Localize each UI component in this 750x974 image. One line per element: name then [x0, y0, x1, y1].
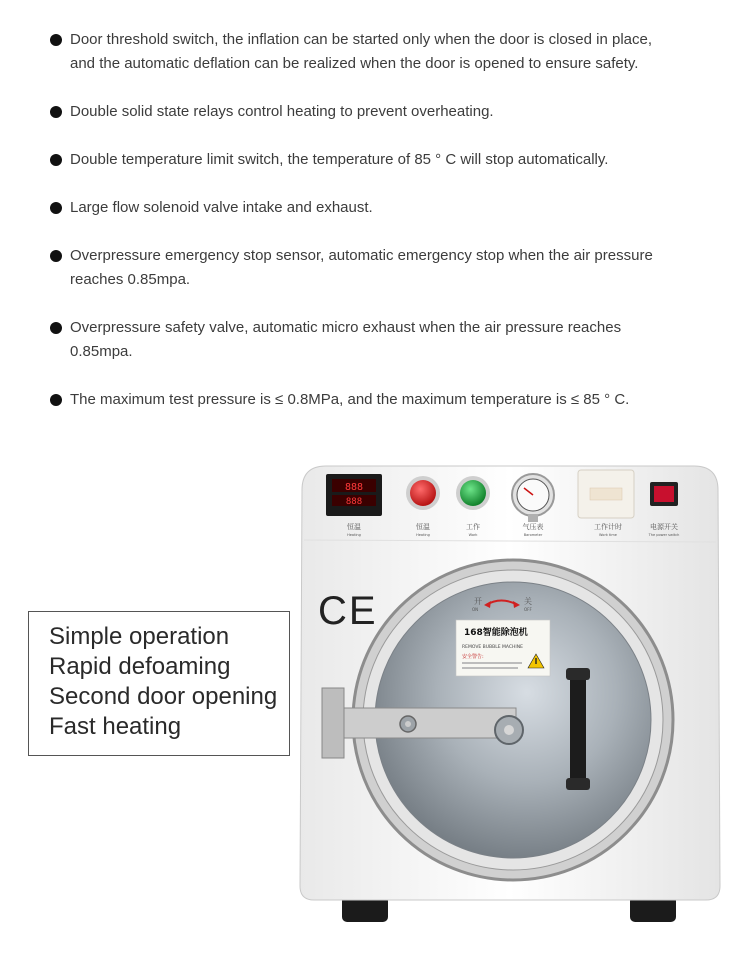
feature-line: Double solid state relays control heating to prevent overheating.	[70, 103, 494, 120]
feature-item	[48, 316, 738, 364]
bullet-icon	[50, 202, 62, 214]
timer-display	[590, 488, 622, 500]
feature-item	[48, 148, 738, 172]
feature-item	[48, 388, 738, 412]
door-plate-warning: 安全警告:	[462, 654, 484, 660]
door-plate-subtitle: REMOVE BUBBLE MACHINE	[462, 645, 523, 650]
plate-text-line	[462, 667, 518, 669]
door-close-sub: OFF	[524, 607, 532, 612]
hinge-bolt	[405, 721, 411, 727]
bullet-icon	[50, 394, 62, 406]
panel-sublabel: The power switch	[648, 533, 680, 537]
door-hinge-bracket	[322, 688, 344, 758]
svg-text:888: 888	[345, 497, 363, 507]
work-light	[460, 480, 486, 506]
bullet-icon	[50, 322, 62, 334]
panel-label: 恒温	[416, 523, 430, 531]
feature-line: The maximum test pressure is ≤ 0.8MPa, and the maximum temperature is ≤ 85 ° C.	[70, 391, 630, 408]
bubble-remover-machine	[296, 462, 724, 932]
ce-mark: CE	[318, 589, 378, 633]
door-plate-title: 168智能除泡机	[464, 628, 528, 638]
bullet-icon	[50, 34, 62, 46]
bullet-icon	[50, 106, 62, 118]
callout-line: Fast heating	[49, 713, 182, 740]
feature-line: Overpressure safety valve, automatic micro exhaust when the air pressure reaches	[70, 319, 622, 336]
feature-line: 0.85mpa.	[70, 343, 133, 360]
door-handle-mount	[566, 668, 590, 680]
panel-sublabel: Heating	[416, 533, 430, 537]
door-open-sub: ON	[472, 607, 479, 612]
panel-label: 气压表	[522, 523, 544, 531]
door-handle-mount	[566, 778, 590, 790]
feature-line: Door threshold switch, the inflation can be started only when the door is closed in place,	[70, 31, 652, 48]
feature-item	[48, 100, 738, 124]
feature-item	[48, 196, 738, 220]
door-hinge-arm[interactable]	[326, 708, 516, 738]
door-handle[interactable]	[570, 670, 586, 786]
callout-line: Simple operation	[49, 623, 230, 650]
panel-sublabel: Work	[468, 533, 478, 537]
feature-line: Overpressure emergency stop sensor, automatic emergency stop when the air pressure	[70, 247, 653, 264]
heating-light	[410, 480, 436, 506]
bullet-icon	[50, 250, 62, 262]
callout-line: Rapid defoaming	[49, 653, 231, 680]
panel-sublabel: Work time	[599, 533, 617, 537]
feature-line: Large flow solenoid valve intake and exhaust.	[70, 199, 373, 216]
bullet-icon	[50, 154, 62, 166]
panel-label: 恒温	[347, 523, 361, 531]
door-close-label: 关	[524, 597, 532, 606]
power-switch-rocker	[654, 486, 674, 502]
callout-line: Second door opening	[49, 683, 278, 710]
barometer-valve	[528, 514, 538, 522]
panel-sublabel: Heating	[347, 533, 361, 537]
feature-line: Double temperature limit switch, the temperature of 85 ° C will stop automatically.	[70, 151, 609, 168]
feature-line: and the automatic deflation can be realized when the door is opened to ensure safety.	[70, 55, 639, 72]
plate-text-line	[462, 662, 522, 664]
panel-sublabel: Barometer	[523, 533, 543, 537]
panel-label: 电源开关	[650, 523, 678, 531]
door-open-label: 开	[474, 597, 482, 606]
panel-label: 工作计时	[594, 523, 622, 531]
features-callout-box	[28, 611, 290, 756]
feature-item	[48, 244, 738, 292]
panel-label: 工作	[466, 523, 480, 531]
feature-item	[48, 28, 738, 76]
feature-line: reaches 0.85mpa.	[70, 271, 191, 288]
svg-text:888: 888	[344, 482, 364, 493]
